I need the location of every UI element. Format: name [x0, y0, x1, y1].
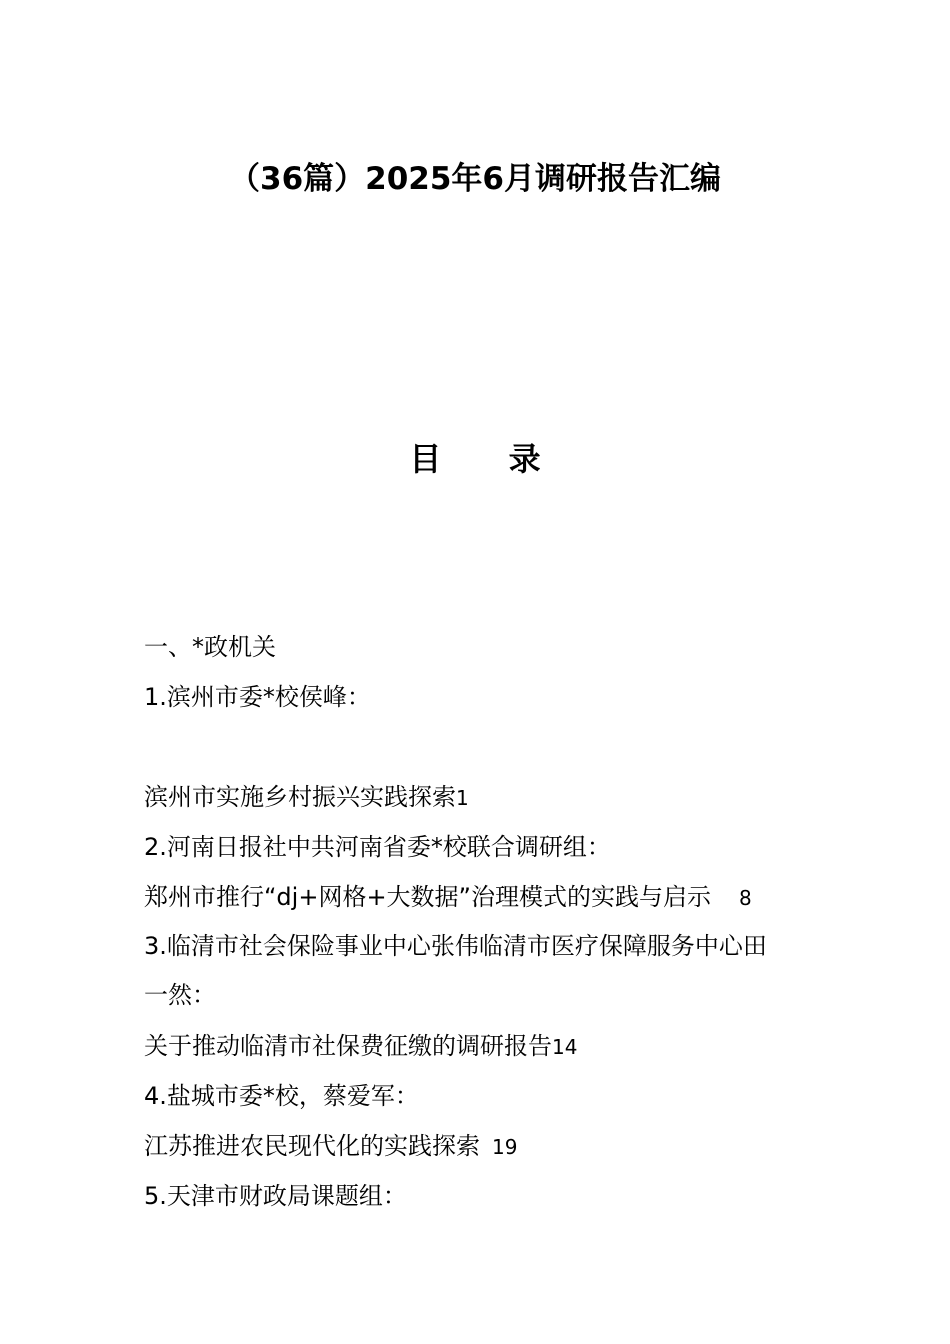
toc-entry-1-author: 1.滨州市委*校侯峰： — [144, 683, 371, 711]
toc-section-heading: 一、*政机关 — [144, 633, 276, 661]
toc-entry-3-page: 14 — [552, 1035, 578, 1059]
toc-entry-4-row — [144, 1129, 517, 1164]
toc-entry-2-author: 2.河南日报社中共河南省委*校联合调研组： — [144, 833, 611, 861]
toc-entry-3-author-line-2: 一然： — [144, 981, 216, 1009]
toc-entry-1-row — [144, 780, 469, 815]
toc-entry-2-title: 郑州市推行“dj+网格+大数据”治理模式的实践与启示 — [144, 883, 711, 911]
document-title: （36篇）2025年6月调研报告汇编 — [229, 161, 721, 197]
toc-heading: 目 录 — [409, 440, 569, 478]
toc-entry-2-page: 8 — [739, 886, 752, 910]
toc-entry-1-page: 1 — [456, 786, 469, 810]
toc-entry-4-page: 19 — [492, 1135, 518, 1159]
toc-entry-4-title: 江苏推进农民现代化的实践探索 — [144, 1132, 480, 1160]
toc-entry-3-author-line-1: 3.临清市社会保险事业中心张伟临清市医疗保障服务中心田 — [144, 932, 767, 960]
toc-entry-5-author: 5.天津市财政局课题组： — [144, 1182, 407, 1210]
toc-entry-3-row — [144, 1029, 577, 1064]
toc-entry-2-row — [144, 880, 752, 915]
toc-entry-3-title: 关于推动临清市社保费征缴的调研报告 — [144, 1032, 552, 1060]
toc-entry-1-title: 滨州市实施乡村振兴实践探索 — [144, 783, 456, 811]
toc-entry-4-author: 4.盐城市委*校，蔡爱军： — [144, 1082, 419, 1110]
